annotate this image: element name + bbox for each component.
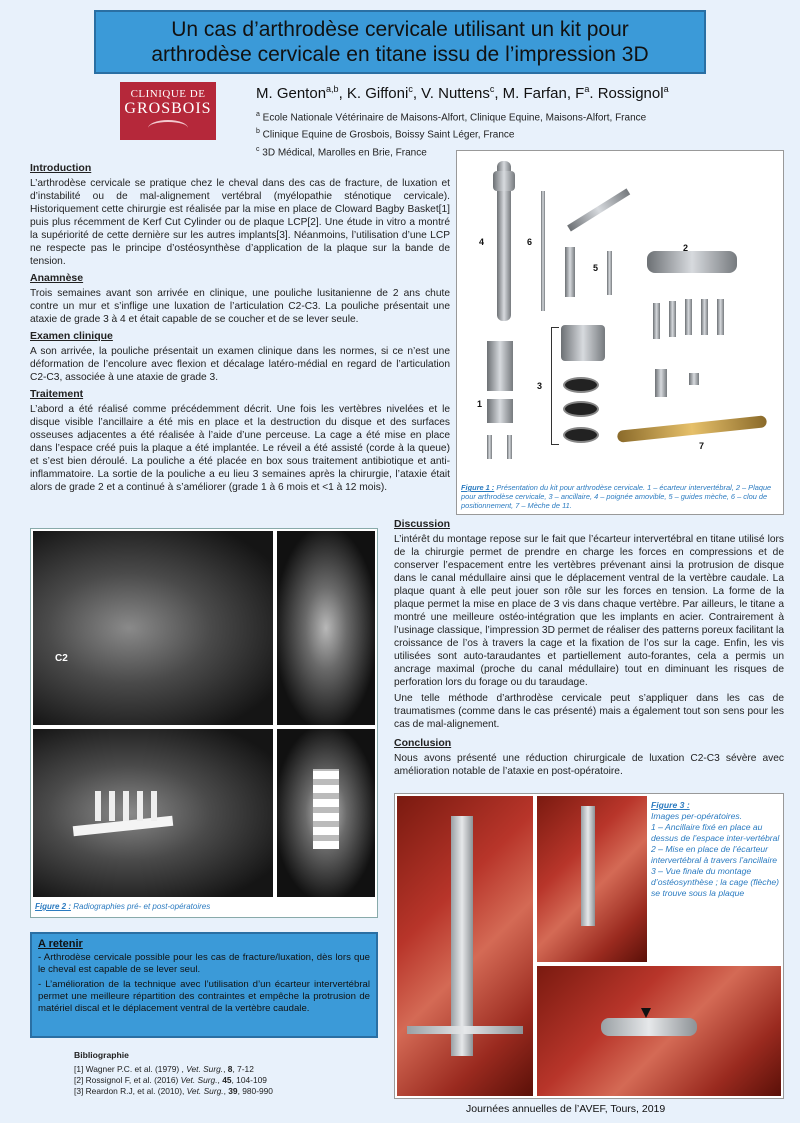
author-affil-mark: a [663, 84, 669, 94]
affil-mark: a [256, 111, 260, 118]
nut-image [655, 369, 667, 397]
affiliation [256, 125, 646, 142]
plate-in-photo [601, 1018, 697, 1036]
fig3-caption-line: 1 – Ancillaire fixé en place au dessus de l’espace inter-vertébral [651, 822, 780, 843]
fig1-caption-label: Figure 1 : [461, 483, 495, 492]
affil-text: 3D Médical, Marolles en Brie, France [259, 146, 427, 158]
reference: [3] Reardon R.J, et al. (2010), Vet. Surg., 39, 980-990 [74, 1086, 273, 1096]
guide-arm-image [567, 188, 630, 231]
ref-journal: Vet. Surg. [186, 1086, 224, 1096]
author-list [256, 84, 669, 102]
discussion-text: L’intérêt du montage repose sur le fait que l’écarteur intervertébral en titane utilisé lors de la chirurgie permet de prendre en charge les forces en compressions et de conserver l’espacement entre les vertèbres prévenant ainsi la protrusion de disque dans le canal médullaire ainsi que le déplacement ventral de la vertèbre caudale. La plaque quant à elle peut jouer son rôle sur les forces en tension. La forme de la plaque permet la mise en place de 3 vis dans chaque vertèbre. Par ailleurs, le titane a montré une meilleure ostéo-intégration que les implants en acier. Contrairement à l’usinage classique, l’impression 3D permet de réaliser des patterns poreux facilitant la croissance de l’os à travers la cage et la fixation de l’os sur la cage. Enfin, les vis utilisées sont auto-taraudantes et partiellement auto-forantes, cela a permis un ancrage maximal (proche du canal médullaire) tout en diminuant les risques de perforation lors du forage ou du taraudage. [394, 534, 784, 688]
discussion-text: Une telle méthode d’arthrodèse cervicale peut s’appliquer dans les cas de traumatismes (comme dans le cas présenté) mais a également tout son sens pour les cas de mal-alignement. [394, 693, 784, 730]
screw-image [685, 299, 692, 335]
examen-heading: Examen clinique [30, 330, 113, 342]
title-line-1: Un cas d’arthrodèse cervicale utilisant un kit pour [171, 17, 629, 41]
figure-1 [456, 150, 784, 515]
surgery-photo-1 [397, 796, 533, 1096]
footer-conference: Journées annuelles de l’AVEF, Tours, 2019 [466, 1103, 666, 1115]
xray-lateral-pre [33, 531, 273, 725]
xray-lateral-post [33, 729, 273, 897]
traitement-text: L’abord a été réalisé comme précédemment décrit. Une fois les vertèbres nivelées et le disque visible l’ancillaire a été mis en place et la destruction du disque et des surfaces osseuses adjacentes a été réalisée à l’aide d’une perceuse. La cage a été mise en place dans l’espace créé puis la plaque a été implantée. Le réveil a été assisté (corde à la queue) et s’est bien déroulé. La pouliche a été placée en box sous traitement antibiotique et anti-inflammatoire. La sortie de la pouliche a eu lieu 3 semaines après la chirurgie, l’ataxie était alors de grade 2 et a continué à s’améliorer (grade 1 à 6 mois et <1 à 12 mois). [30, 404, 450, 493]
ancillary-ring-image [563, 377, 599, 393]
traitement-heading: Traitement [30, 388, 84, 400]
figure-1-caption [461, 483, 781, 510]
key-points-heading: A retenir [38, 938, 83, 950]
fig1-number-1: 1 [477, 399, 483, 409]
affiliation [256, 108, 646, 125]
fig3-caption-line: 3 – Vue finale du montage d’ostéosynthèse ; la cage (flèche) se trouve sous la plaque [651, 866, 780, 898]
title-line-2: arthrodèse cervicale en titane issu de l’impression 3D [151, 43, 649, 66]
author-name: , V. Nuttens [412, 85, 490, 102]
fig1-number-5: 5 [593, 263, 599, 273]
ref-journal: Vet. Surg. [186, 1064, 224, 1074]
ancillary-image [561, 325, 605, 361]
intro-text: L’arthrodèse cervicale se pratique chez le cheval dans des cas de fracture, de luxation et d’instabilité ou de mal-alignement vertébral (myélopathie sténotique cervicale). Historiquement cette chirurgie est réalisée par la mise en place de Cloward Bagby Basket[1] puis plus récemment de Kerf Cut Cylinder ou de plaque LCP[2]. Une étude in vitro a montré la supériorité de cette dernière sur les autres implants[3]. Néanmoins, l’utilisation d’une LCP ne respecte pas le principe d’ostéosynthèse d’application de la plaque sur la bande de tension. [30, 178, 450, 267]
logo-line-2: GROSBOIS [124, 100, 212, 117]
author-affil-mark: a,b [326, 84, 339, 94]
bibliography-heading: Bibliographie [74, 1050, 129, 1060]
fig3-caption-line: Images per-opératoires. [651, 811, 743, 821]
screw-image [669, 301, 676, 337]
affil-text: Ecole Nationale Vétérinaire de Maisons-Alfort, Clinique Equine, Maisons-Alfort, France [259, 112, 647, 124]
ref-volume: 8 [227, 1064, 233, 1074]
spacer-image [487, 341, 513, 391]
ref-pages: , 104-109 [231, 1075, 267, 1085]
fig3-caption-label: Figure 3 : [651, 800, 690, 810]
author-name: . Rossignol [589, 85, 664, 102]
anamnese-text: Trois semaines avant son arrivée en clinique, une pouliche lusitanienne de 2 ans chute contre un mur et s’inflige une luxation de l’articulation C2-C3. La pouliche présentait une ataxie de grade 3 à 4 et était capable de se coucher et de se lever seule. [30, 288, 450, 325]
anamnese-heading: Anamnèse [30, 272, 84, 284]
affil-mark: c [256, 145, 260, 153]
discussion-heading: Discussion [394, 518, 451, 530]
pin-image [541, 191, 545, 311]
fig2-caption-label: Figure 2 : [35, 902, 72, 911]
spacer-image [487, 399, 513, 423]
bracket-icon [551, 327, 559, 445]
right-column [394, 514, 784, 781]
screw-image [653, 303, 660, 339]
nut-image [689, 373, 699, 385]
ref-journal: Vet. Surg. [180, 1075, 218, 1085]
ancillary-in-photo [451, 816, 473, 1056]
ref-volume: 45 [222, 1075, 232, 1085]
author-affil-mark: c [408, 84, 413, 94]
ref-volume: 39 [228, 1086, 238, 1096]
fig1-number-4: 4 [479, 237, 485, 247]
c2-label: C2 [55, 653, 68, 664]
ancillary-ring-image [563, 401, 599, 417]
author-name: , K. Giffoni [338, 85, 409, 102]
retractor-in-photo [407, 1026, 523, 1034]
ref-text: [3] Reardon R.J, et al. (2010), [74, 1086, 187, 1096]
bibliography [74, 1050, 273, 1097]
conclusion-text: Nous avons présenté une réduction chirurgicale de luxation C2-C3 sévère avec amélioration notable de l’ataxie en post-opératoire. [394, 753, 784, 777]
spacer-screw-image [507, 435, 512, 459]
surgery-photo-2 [537, 796, 647, 962]
title-banner [94, 10, 706, 74]
affil-text: Clinique Equine de Grosbois, Boissy Saint Léger, France [259, 129, 515, 141]
left-column [30, 158, 450, 498]
implant-screws-image [95, 791, 165, 821]
figure-3 [394, 793, 784, 1099]
handle-tip-image [493, 171, 515, 191]
key-points-box [30, 932, 378, 1038]
fig1-number-2: 2 [683, 243, 689, 253]
conclusion-heading: Conclusion [394, 737, 452, 749]
screw-image [701, 299, 708, 335]
plate-image [647, 251, 737, 273]
fig1-number-3: 3 [537, 381, 543, 391]
figure-3-caption [651, 800, 781, 899]
author-name: , M. Farfan, F [494, 85, 585, 102]
poster-title [151, 17, 648, 67]
drill-bit-image [617, 415, 767, 443]
ref-text: [2] Rossignol F, et al. (2016) [74, 1075, 181, 1085]
xray-dorsoventral-pre [277, 531, 375, 725]
author-name: M. Genton [256, 85, 327, 102]
key-point: - L’amélioration de la technique avec l’utilisation d’un écarteur intervertébral permet une meilleure répartition des contraintes et empêche la protrusion de matériel discal et le déplacement ventral de la vertèbre caudale. [38, 979, 370, 1014]
logo-line-1: CLINIQUE DE [130, 88, 206, 100]
reference: [2] Rossignol F, et al. (2016) Vet. Surg., 45, 104-109 [74, 1075, 267, 1085]
author-affil-mark: c [489, 84, 495, 94]
fig1-caption-text: Présentation du kit pour arthrodèse cervicale. 1 – écarteur intervertébral, 2 – Plaque pour arthrodèse cervicale, 3 – ancillaire, 4 – poignée amovible, 5 – guides mèche, 6 – clou de positionnement, 7 – Mèche de 11. [461, 483, 772, 510]
fig1-number-7: 7 [699, 441, 705, 451]
surgery-photo-3 [537, 966, 781, 1096]
screw-image [717, 299, 724, 335]
clinic-logo [120, 82, 216, 140]
fig1-number-6: 6 [527, 237, 533, 247]
spacer-in-photo [581, 806, 595, 926]
fig2-caption-text: Radiographies pré- et post-opératoires [71, 902, 211, 911]
spacer-screw-image [487, 435, 492, 459]
arrow-icon [641, 1008, 651, 1018]
guide-rod-image [607, 251, 612, 295]
ref-pages: , 7-12 [232, 1064, 254, 1074]
ref-pages: , 980-990 [237, 1086, 273, 1096]
figure-2-caption [35, 902, 210, 911]
reference: [1] Wagner P.C. et al. (1979) , Vet. Surg., 8, 7-12 [74, 1064, 254, 1074]
examen-text: A son arrivée, la pouliche présentait un examen clinique dans les normes, si ce n’est une déformation de l’encolure avec flexion et décalage latéro-médial en regard de l’articulation C2-C3, associée à une ataxie de grade 3. [30, 346, 450, 383]
guide-image [565, 247, 575, 297]
horse-icon [148, 120, 188, 136]
affil-mark: b [256, 128, 260, 136]
figure-2 [30, 528, 378, 918]
implant-frontal-image [313, 769, 339, 849]
ancillary-ring-image [563, 427, 599, 443]
ref-text: [1] Wagner P.C. et al. (1979) , [74, 1064, 187, 1074]
author-affil-mark: a [584, 84, 590, 94]
fig3-caption-line: 2 – Mise en place de l’écarteur intervertébral à travers l’ancillaire [651, 844, 778, 865]
key-point: - Arthrodèse cervicale possible pour les cas de fracture/luxation, dès lors que le cheval est capable de se lever seul. [38, 952, 370, 975]
xray-dorsoventral-post [277, 729, 375, 897]
intro-heading: Introduction [30, 162, 92, 174]
